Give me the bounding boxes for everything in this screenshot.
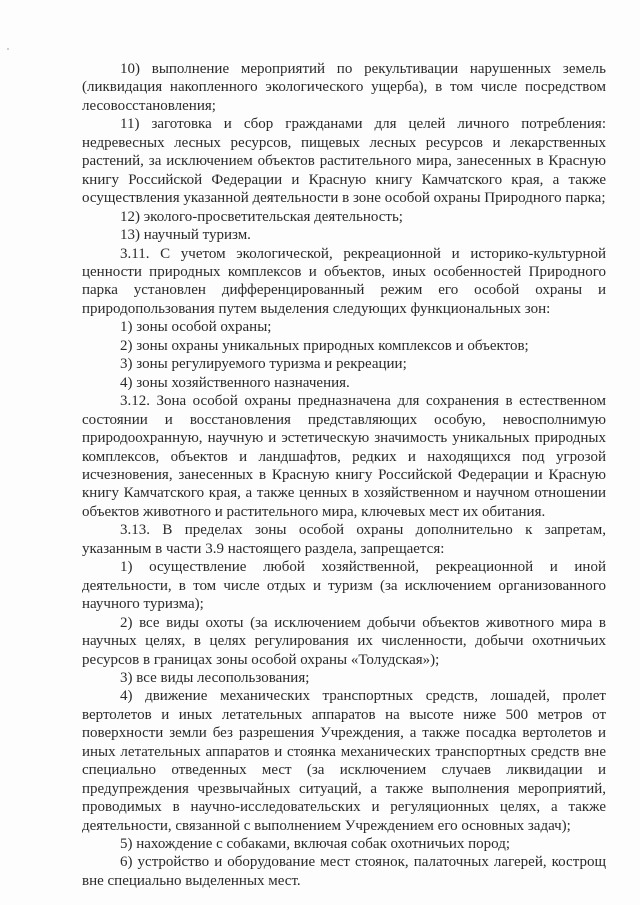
paragraph-item-10: 10) выполнение мероприятий по рекультивации нарушенных земель (ликвидация накопленного экологического ущерба), в том числе посредством лесовосстановления; xyxy=(82,61,606,114)
document-body xyxy=(82,60,606,890)
paragraph-3-12: 3.12. Зона особой охраны предназначена для сохранения в естественном состоянии и восстановления представляющих особую, невосполнимую природоохранную, научную и эстетическую значимость уникальных природных комплексов, объектов и ландшафтов, редких и находящихся под угрозой исчезновения, занесенных в Красную книгу Российской Федерации и Красную книгу Камчатского края, а также ценных в хозяйственном и научном отношении объектов животного и растительного мира, ключевых мест их обитания. xyxy=(82,393,606,520)
zone-item-1: 1) зоны особой охраны; xyxy=(120,319,272,336)
scan-speck xyxy=(7,48,9,50)
prohibition-item-1: 1) осуществление любой хозяйственной, рекреационной и иной деятельности, в том числе отдых и туризм (за исключением организованного научного туризма); xyxy=(82,559,606,613)
prohibition-item-3: 3) все виды лесопользования; xyxy=(120,669,310,686)
zone-item-2: 2) зоны охраны уникальных природных комплексов и объектов; xyxy=(120,337,529,354)
paragraph-3-11: 3.11. С учетом экологической, рекреационной и историко-культурной ценности природных комплексов и объектов, иных особенностей Природного парка установлен дифференцированный режим его особой охраны и природопользования путем выделения следующих функциональных зон: xyxy=(82,245,606,317)
zone-item-4: 4) зоны хозяйственного назначения. xyxy=(120,374,350,391)
paragraph-3-13: 3.13. В пределах зоны особой охраны дополнительно к запретам, указанным в части 3.9 настоящего раздела, запрещается: xyxy=(82,522,606,557)
paragraph-item-11: 11) заготовка и сбор гражданами для целей личного потребления: недревесных лесных ресурсов, пищевых лесных ресурсов и лекарственных растений, за исключением объектов растительного мира, занесенных в Красную книгу Российской Федерации и Красную книгу Камчатского края, а также осуществления указанной деятельности в зоне особой охраны Природного парка; xyxy=(82,116,606,207)
zone-item-3: 3) зоны регулируемого туризма и рекреации; xyxy=(120,356,407,373)
prohibition-item-5: 5) нахождение с собаками, включая собак охотничьих пород; xyxy=(120,836,511,853)
paragraph-item-13: 13) научный туризм. xyxy=(120,227,251,244)
prohibition-item-4: 4) движение механических транспортных средств, лошадей, пролет вертолетов и иных летательных аппаратов на высоте ниже 500 метров от поверхности земли без разрешения Учреждения, а также посадка вертолетов и иных летательных аппаратов и стоянка механических транспортных средств вне специально отведенных мест (за исключением случаев ликвидации и предупреждения чрезвычайных ситуаций, а также выполнения мероприятий, проводимых в научно-исследовательских и регуляционных целях, а также деятельности, связанной с выполнением Учреждением его основных задач); xyxy=(82,688,606,834)
prohibition-item-6: 6) устройство и оборудование мест стоянок, палаточных лагерей, кострощ вне специально выделенных мест. xyxy=(82,854,606,889)
prohibition-item-2: 2) все виды охоты (за исключением добычи объектов животного мира в научных целях, в целях регулирования их численности, добычи охотничьих ресурсов в границах зоны особой охраны «Толудская»); xyxy=(82,614,606,668)
paragraph-item-12: 12) эколого-просветительская деятельность; xyxy=(120,208,403,225)
